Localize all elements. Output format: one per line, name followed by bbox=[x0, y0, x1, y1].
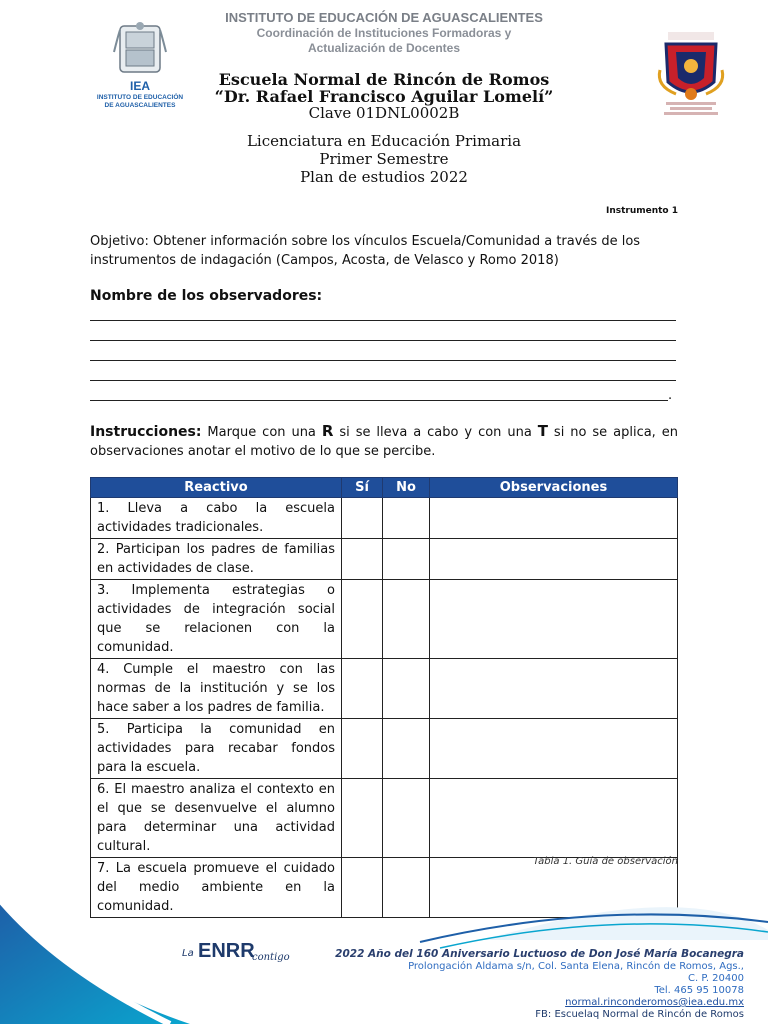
school-shield-icon bbox=[646, 30, 736, 118]
reactivo-cell: 6. El maestro analiza el contexto en el que se desenvuelve el alumno para determinar una actividad cultural. bbox=[91, 779, 342, 858]
study-plan: Plan de estudios 2022 bbox=[300, 168, 468, 186]
reactivo-cell: 2. Participan los padres de familias en actividades de clase. bbox=[91, 539, 342, 580]
enrr-logo-small: La bbox=[182, 948, 194, 959]
instructions-text bbox=[90, 422, 678, 461]
observaciones-cell[interactable] bbox=[430, 659, 678, 719]
observaciones-cell[interactable] bbox=[430, 719, 678, 779]
no-cell[interactable] bbox=[383, 719, 430, 779]
no-cell[interactable] bbox=[383, 779, 430, 858]
anniversary-text: 2022 Año del 160 Aniversario Luctuoso de Don José María Bocanegra bbox=[335, 948, 744, 960]
header-reactivo: Reactivo bbox=[91, 478, 342, 498]
si-cell[interactable] bbox=[342, 580, 383, 659]
si-cell[interactable] bbox=[342, 659, 383, 719]
institute-title: INSTITUTO DE EDUCACIÓN DE AGUASCALIENTES bbox=[225, 10, 543, 25]
phone-text: Tel. 465 95 10078 bbox=[654, 985, 744, 996]
enrr-logo bbox=[182, 938, 292, 972]
reactivo-cell: 5. Participa la comunidad en actividades para recabar fondos para la escuela. bbox=[91, 719, 342, 779]
observaciones-cell[interactable] bbox=[430, 779, 678, 858]
table-row bbox=[91, 779, 678, 858]
reactivo-cell: 1. Lleva a cabo la escuela actividades tradicionales. bbox=[91, 498, 342, 539]
observaciones-cell[interactable] bbox=[430, 580, 678, 659]
table-row bbox=[91, 498, 678, 539]
si-cell[interactable] bbox=[342, 539, 383, 580]
email-link[interactable]: normal.rinconderomos@iea.edu.mx bbox=[565, 997, 744, 1008]
reactivo-cell: 4. Cumple el maestro con las normas de la institución y se los hace saber a los padres de familia. bbox=[91, 659, 342, 719]
observaciones-cell[interactable] bbox=[430, 539, 678, 580]
observer-line[interactable] bbox=[90, 320, 676, 321]
observation-table bbox=[90, 477, 678, 918]
iea-crest-icon bbox=[96, 22, 184, 82]
iea-logo-line3: DE AGUASCALIENTES bbox=[104, 102, 176, 109]
reactivo-cell: 7. La escuela promueve el cuidado del medio ambiente en la comunidad. bbox=[91, 858, 342, 918]
no-cell[interactable] bbox=[383, 539, 430, 580]
header-si: Sí bbox=[342, 478, 383, 498]
table-row bbox=[91, 539, 678, 580]
school-key: Clave 01DNL0002B bbox=[308, 104, 460, 122]
instrument-label: Instrumento 1 bbox=[605, 206, 678, 216]
semester: Primer Semestre bbox=[319, 150, 449, 168]
instructions-part2: si se lleva a cabo y con una bbox=[333, 425, 538, 440]
instructions-t: T bbox=[537, 422, 548, 440]
no-cell[interactable] bbox=[383, 659, 430, 719]
observer-line[interactable] bbox=[90, 360, 676, 361]
table-caption: Tabla 1. Guía de observación bbox=[533, 856, 678, 867]
si-cell[interactable] bbox=[342, 498, 383, 539]
observer-line[interactable] bbox=[90, 340, 676, 341]
school-shield-logo bbox=[646, 30, 736, 118]
observer-line[interactable] bbox=[90, 380, 676, 381]
program-name: Licenciatura en Educación Primaria bbox=[246, 132, 522, 150]
reactivo-cell: 3. Implementa estrategias o actividades de integración social que se relacionen con la comunidad. bbox=[91, 580, 342, 659]
observers-label: Nombre de los observadores: bbox=[90, 288, 323, 304]
observer-line-period: . bbox=[668, 388, 673, 403]
instructions-part3: si no se aplica, en observaciones anotar el motivo de lo que se percibe. bbox=[90, 425, 678, 459]
coordination-line1: Coordinación de Instituciones Formadoras y bbox=[256, 26, 512, 40]
si-cell[interactable] bbox=[342, 719, 383, 779]
school-name: Escuela Normal de Rincón de Romos bbox=[218, 70, 550, 89]
observer-line[interactable] bbox=[90, 400, 668, 401]
si-cell[interactable] bbox=[342, 779, 383, 858]
instructions-part1: Marque con una bbox=[201, 425, 322, 440]
coordination-line2: Actualización de Docentes bbox=[307, 41, 461, 55]
school-dedication: “Dr. Rafael Francisco Aguilar Lomelí” bbox=[214, 87, 554, 106]
instructions-label: Instrucciones: bbox=[90, 424, 202, 440]
iea-logo bbox=[96, 22, 184, 122]
facebook-text: FB: Escuelaq Normal de Rincón de Romos bbox=[535, 1009, 744, 1020]
enrr-logo-script: contigo bbox=[252, 952, 290, 963]
postal-text: C. P. 20400 bbox=[688, 973, 744, 984]
header-observaciones: Observaciones bbox=[430, 478, 678, 498]
header-no: No bbox=[383, 478, 430, 498]
table-row bbox=[91, 659, 678, 719]
table-row bbox=[91, 580, 678, 659]
observaciones-cell[interactable] bbox=[430, 498, 678, 539]
table-row bbox=[91, 719, 678, 779]
iea-logo-line2: INSTITUTO DE EDUCACIÓN bbox=[96, 94, 184, 101]
objective-text: Objetivo: Obtener información sobre los vínculos Escuela/Comunidad a través de los instrumentos de indagación (Campos, Acosta, de Velasco y Romo 2018) bbox=[90, 234, 641, 268]
instructions-r: R bbox=[321, 422, 334, 440]
enrr-logo-text: ENRR bbox=[198, 940, 255, 962]
address-text: Prolongación Aldama s/n, Col. Santa Elena, Rincón de Romos, Ags., bbox=[408, 961, 744, 972]
table-header-row bbox=[91, 478, 678, 498]
no-cell[interactable] bbox=[383, 498, 430, 539]
iea-logo-acronym: IEA bbox=[129, 79, 150, 93]
no-cell[interactable] bbox=[383, 580, 430, 659]
